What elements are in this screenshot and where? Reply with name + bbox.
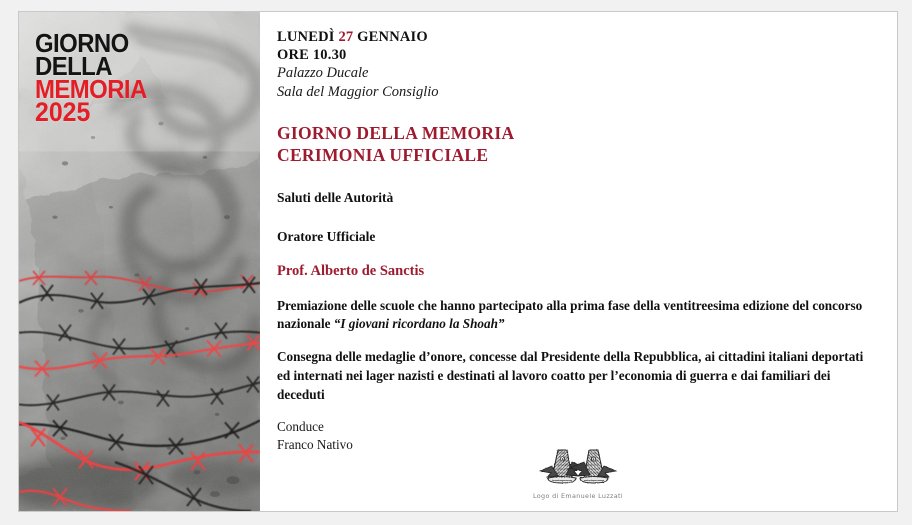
- logo-block: [518, 444, 638, 500]
- event-date-suffix: GENNAIO: [353, 29, 428, 45]
- speaker-name: Prof. Alberto de Sanctis: [277, 262, 425, 279]
- event-details-panel: [260, 12, 897, 511]
- logo-caption: Logo di Emanuele Luzzati: [533, 492, 623, 500]
- award-paragraph: [277, 297, 877, 334]
- memorial-poster-image: [19, 12, 260, 511]
- speaker-label: Oratore Ufficiale: [277, 229, 376, 245]
- medals-paragraph: Consegna delle medaglie d’onore, concesse dal Presidente della Repubblica, ai cittadini italiani deportati ed internati nei lager nazisti e destinati al lavoro coatto per l’economia di guerra e dai familiari dei deceduti: [277, 349, 864, 402]
- greetings-label: Saluti delle Autorità: [277, 189, 394, 205]
- poster-title: [35, 28, 147, 127]
- poster-title-line1: GIORNO: [35, 28, 129, 58]
- poster-title-line2: DELLA: [35, 50, 112, 81]
- host-label: Conduce: [277, 419, 324, 435]
- poster-title-year: 2025: [35, 96, 91, 127]
- event-date-prefix: LUNEDÌ: [277, 29, 339, 45]
- award-paragraph-text: Premiazione delle scuole che hanno partecipato alla prima fase della ventitreesima edizione del concorso nazionale: [277, 297, 863, 332]
- event-date-number: 27: [338, 29, 354, 45]
- poster-title-line3: MEMORIA: [35, 73, 147, 104]
- event-hall: Sala del Maggior Consiglio: [277, 83, 439, 100]
- event-date: [277, 29, 881, 47]
- event-heading-line2: CERIMONIA UFFICIALE: [277, 144, 489, 165]
- event-card: [18, 11, 898, 512]
- two-towers-logo-icon: [518, 444, 638, 490]
- event-time: ORE 10.30: [277, 46, 347, 63]
- award-contest-name: “I giovani ricordano la Shoah”: [333, 316, 505, 332]
- host-name: Franco Nativo: [277, 436, 353, 452]
- event-venue: Palazzo Ducale: [277, 65, 369, 82]
- event-heading-line1: GIORNO DELLA MEMORIA: [277, 122, 515, 143]
